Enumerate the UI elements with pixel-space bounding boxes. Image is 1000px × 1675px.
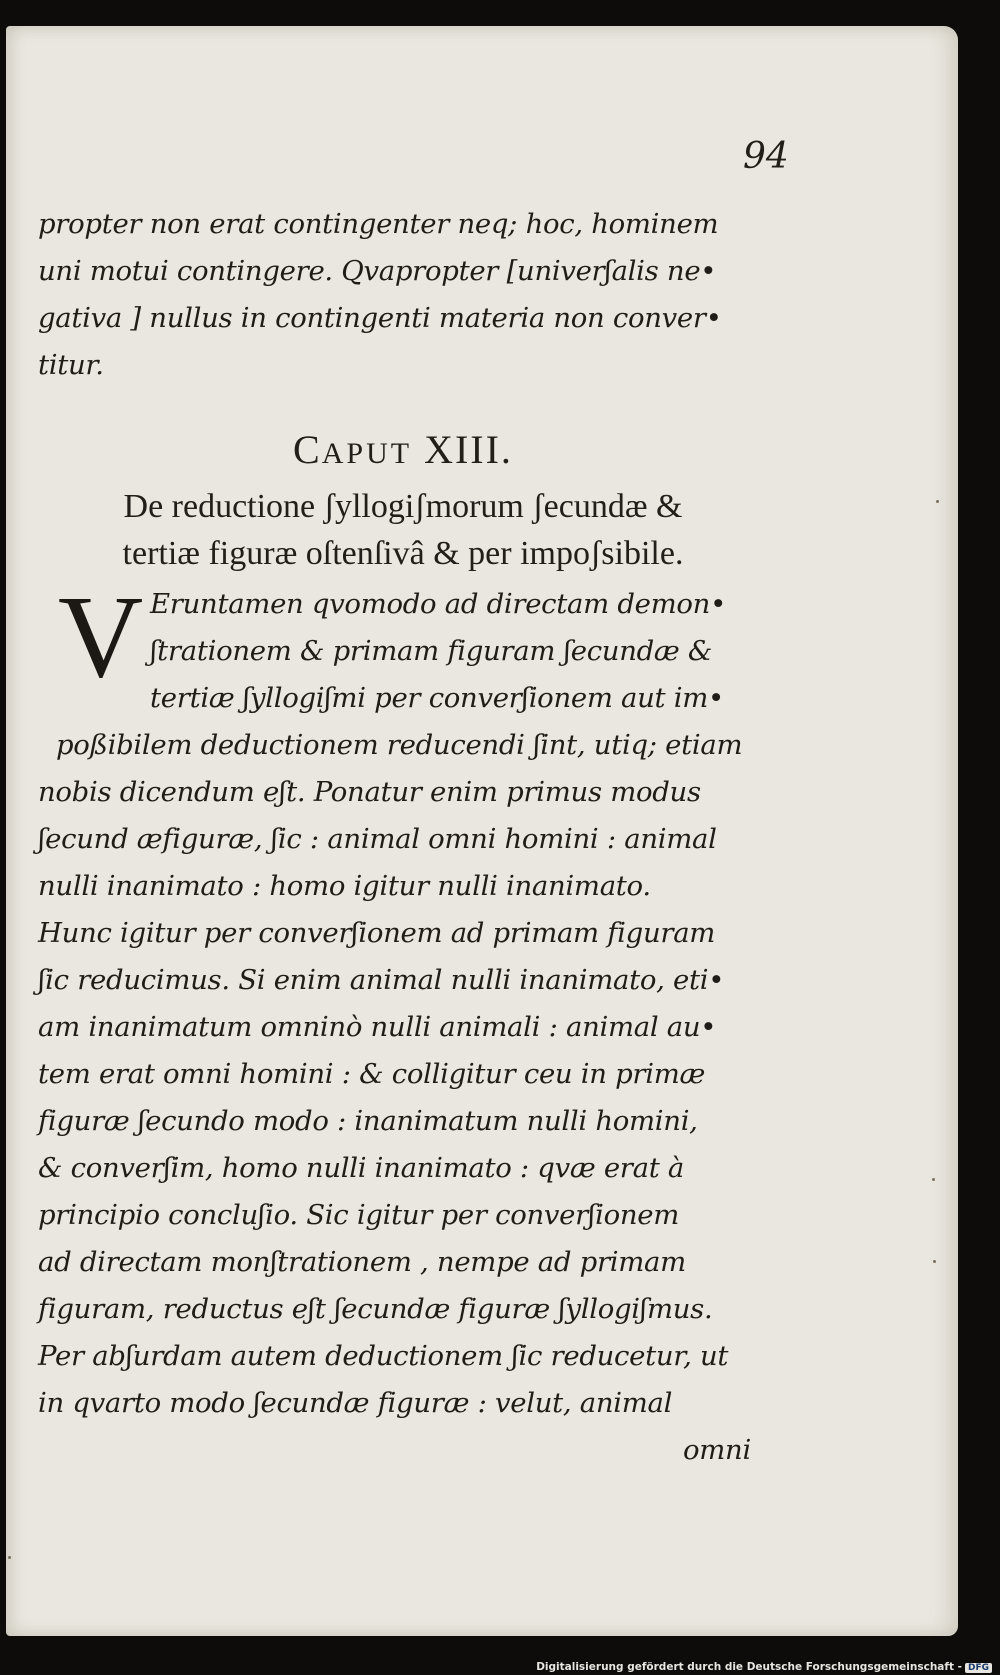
text-line: tertiæ ʃyllogiʃmi per converʃionem aut im• xyxy=(150,682,724,714)
text-line: nulli inanimato : homo igitur nulli inanimato. xyxy=(38,870,651,902)
digitization-credit xyxy=(536,1661,992,1673)
text-line: ʃecund æfiguræ, ʃic : animal omni homini : animal xyxy=(38,823,717,855)
chapter-heading-initial: C xyxy=(293,427,322,472)
text-line: nobis dicendum eʃt. Ponatur enim primus modus xyxy=(38,776,701,808)
chapter-subheading-line: De reductione ʃyllogiʃmorum ʃecundæ & xyxy=(123,488,683,525)
text-line: principio concluʃio. Sic igitur per converʃionem xyxy=(38,1199,680,1231)
text-line: figuram, reductus eʃt ʃecundæ figuræ ʃyllogiʃmus. xyxy=(38,1293,713,1325)
text-line: gativa ] nullus in contingenti materia non conver• xyxy=(38,302,722,334)
text-line: tem erat omni homini : & colligitur ceu in primæ xyxy=(38,1058,706,1090)
text-line: figuræ ʃecundo modo : inanimatum nulli homini, xyxy=(38,1105,698,1137)
text-line: ʃic reducimus. Si enim animal nulli inanimato, eti• xyxy=(38,964,725,996)
text-line: ad directam monʃtrationem , nempe ad primam xyxy=(38,1246,686,1278)
chapter-heading-numeral: XIII. xyxy=(424,427,513,472)
chapter-heading xyxy=(38,426,768,473)
chapter-heading-word: APUT xyxy=(321,437,413,470)
text-line: Hunc igitur per converʃionem ad primam figuram xyxy=(38,917,716,949)
text-line: Per abʃurdam autem deductionem ʃic reducetur, ut xyxy=(38,1340,729,1372)
book-page xyxy=(6,26,958,1636)
text-line: titur. xyxy=(38,349,104,381)
catchword: omni xyxy=(683,1434,751,1466)
text-line: uni motui contingere. Qvapropter [univerʃalis ne• xyxy=(38,255,717,287)
text-line: & converʃim, homo nulli inanimato : qvæ erat à xyxy=(38,1152,685,1184)
text-line: poßibilem deductionem reducendi ʃint, utiq; etiam xyxy=(56,729,743,761)
credit-text: Digitalisierung gefördert durch die Deutsche Forschungsgemeinschaft - xyxy=(536,1661,962,1673)
dfg-logo: DFG xyxy=(965,1663,992,1673)
drop-cap: V xyxy=(58,571,144,702)
text-line: ʃtrationem & primam figuram ʃecundæ & xyxy=(150,635,713,667)
text-line: in qvarto modo ʃecundæ figuræ : velut, animal xyxy=(38,1387,673,1419)
text-line: propter non erat contingenter neq; hoc, hominem xyxy=(38,208,719,240)
text-line: Eruntamen qvomodo ad directam demon• xyxy=(150,588,726,620)
text-line: am inanimatum omninò nulli animali : animal au• xyxy=(38,1011,717,1043)
page-number: 94 xyxy=(743,136,789,177)
chapter-subheading-line: tertiæ figuræ oſtenſivâ & per impoʃsibile. xyxy=(122,535,684,572)
